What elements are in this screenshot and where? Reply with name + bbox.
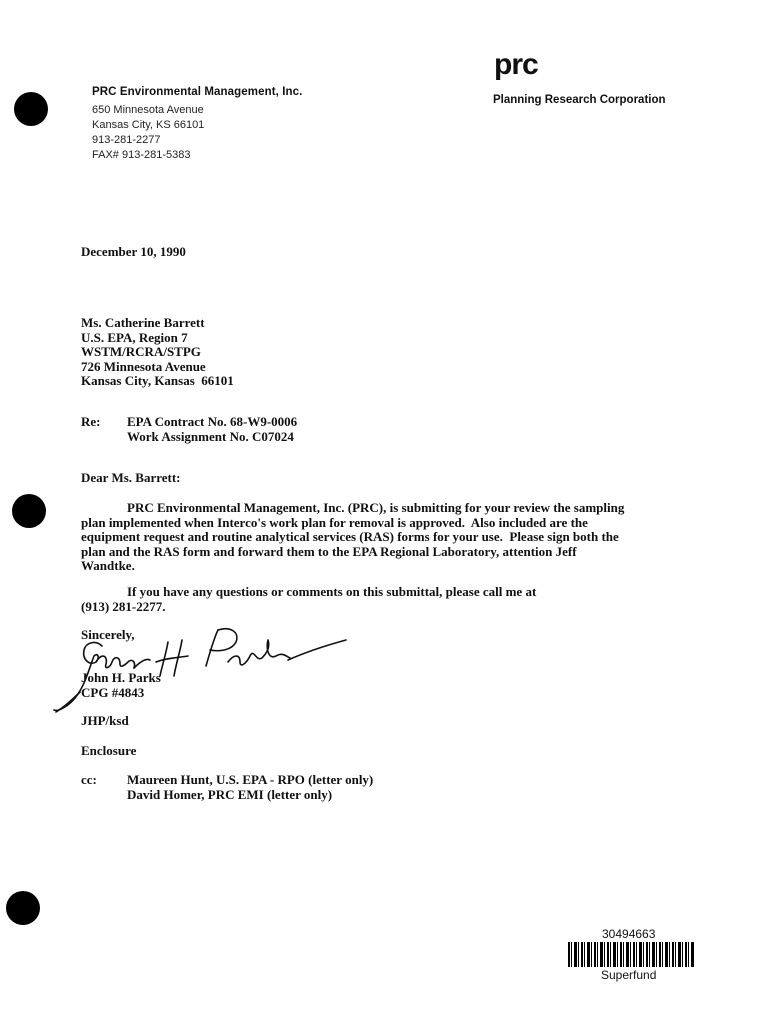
re-line: Work Assignment No. C07024	[127, 428, 294, 444]
paragraph-line: (913) 281-2277.	[81, 598, 166, 614]
recipient-line: U.S. EPA, Region 7	[81, 329, 188, 345]
letter-date: December 10, 1990	[81, 244, 186, 259]
re-block	[127, 415, 297, 444]
signer-block	[81, 671, 161, 700]
barcode-label: Superfund	[601, 968, 657, 982]
re-label: Re:	[81, 414, 101, 429]
typist-initials: JHP/ksd	[81, 713, 129, 728]
address-line: 913-281-2277	[92, 134, 161, 146]
salutation: Dear Ms. Barrett:	[81, 470, 181, 485]
recipient-address	[81, 316, 234, 389]
company-name: PRC Environmental Management, Inc.	[92, 86, 303, 98]
punch-hole-top	[14, 92, 48, 126]
company-address	[92, 103, 204, 163]
recipient-line: 726 Minnesota Avenue	[81, 358, 206, 374]
recipient-line: Ms. Catherine Barrett	[81, 315, 205, 330]
barcode-number: 30494663	[602, 927, 656, 941]
paragraph-line: plan implemented when Interco's work plan for removal is approved. Also included are the	[81, 514, 588, 530]
enclosure-note: Enclosure	[81, 743, 137, 758]
prc-logo: prc	[494, 48, 538, 81]
address-line: 650 Minnesota Avenue	[92, 104, 204, 116]
signer-title: CPG #4843	[81, 684, 145, 700]
paragraph-1	[81, 501, 624, 574]
recipient-line: Kansas City, Kansas 66101	[81, 373, 234, 388]
paragraph-2	[81, 585, 536, 614]
paragraph-line: PRC Environmental Management, Inc. (PRC), is submitting for your review the sampling	[127, 500, 625, 515]
cc-line: Maureen Hunt, U.S. EPA - RPO (letter only)	[127, 772, 374, 787]
cc-list	[127, 773, 373, 802]
punch-hole-middle	[12, 494, 46, 528]
punch-hole-bottom	[6, 891, 40, 925]
paragraph-line: If you have any questions or comments on this submittal, please call me at	[127, 584, 537, 599]
address-line: FAX# 913-281-5383	[92, 149, 191, 161]
address-line: Kansas City, KS 66101	[92, 119, 205, 131]
paragraph-line: Wandtke.	[81, 558, 135, 573]
parent-company: Planning Research Corporation	[493, 94, 666, 106]
barcode	[568, 942, 694, 967]
signer-name: John H. Parks	[81, 670, 161, 685]
paragraph-line: plan and the RAS form and forward them to the EPA Regional Laboratory, attention Jeff	[81, 543, 577, 559]
signature	[50, 622, 350, 714]
cc-label: cc:	[81, 772, 97, 787]
recipient-line: WSTM/RCRA/STPG	[81, 344, 201, 359]
closing: Sincerely,	[81, 627, 135, 642]
paragraph-line: equipment request and routine analytical services (RAS) forms for your use. Please sign both the	[81, 529, 619, 544]
re-line: EPA Contract No. 68-W9-0006	[127, 414, 298, 429]
cc-line: David Homer, PRC EMI (letter only)	[127, 786, 333, 802]
